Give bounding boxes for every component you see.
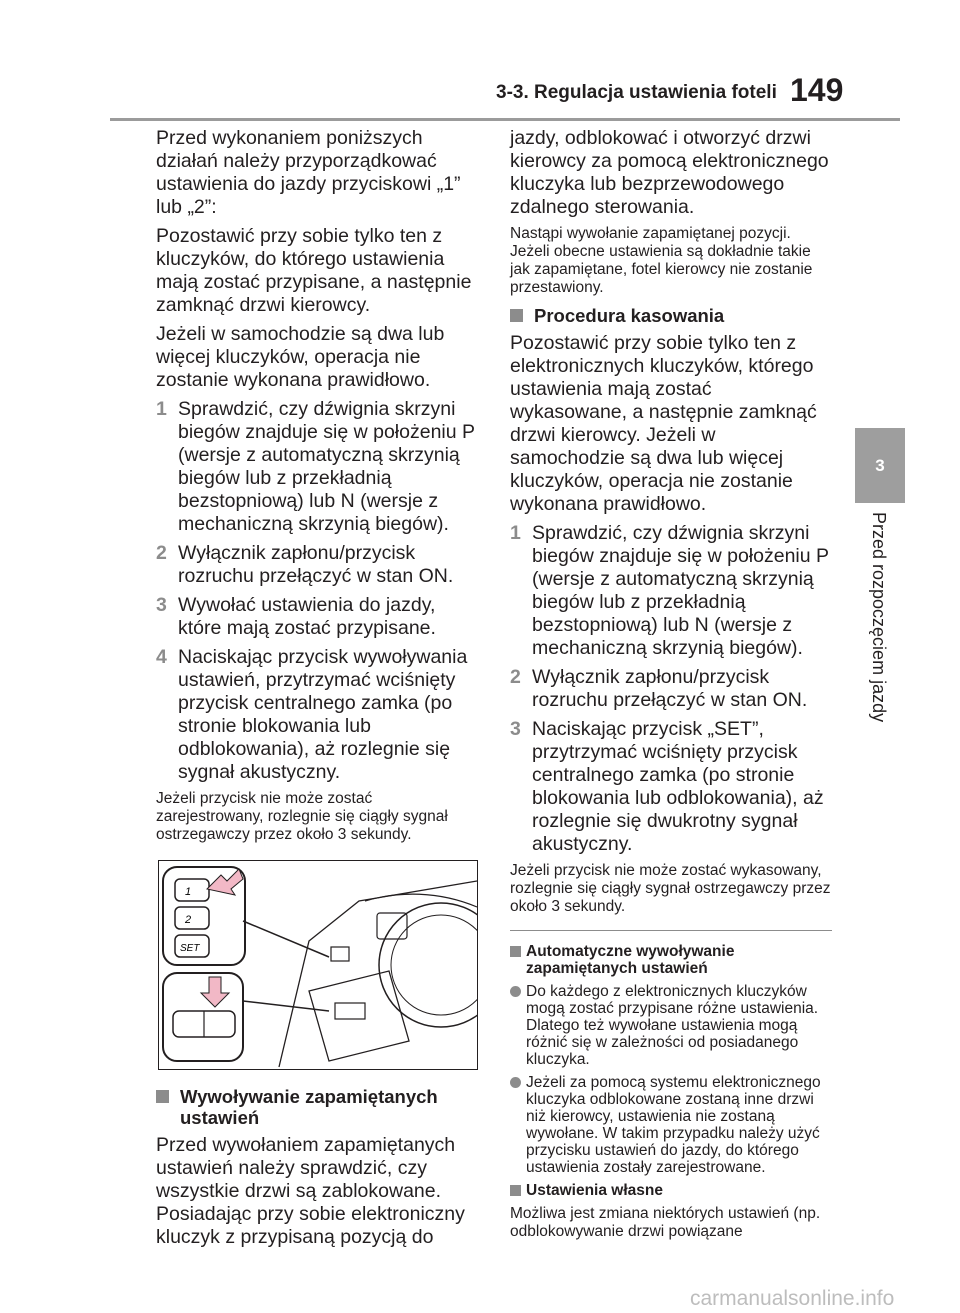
section-heading-text: Wywoływanie zapamiętanych ustawień — [180, 1086, 438, 1128]
chapter-tab: 3 — [855, 428, 905, 503]
illustration-svg — [159, 861, 477, 1069]
divider — [510, 930, 832, 931]
info-heading-text: Automatyczne wywoływanie zapamiętanych ustawień — [526, 943, 735, 977]
step-number: 1 — [510, 522, 521, 544]
paragraph: Pozostawić przy sobie tylko ten z kluczyków, do którego ustawienia mają zostać przypisane, a następnie zamknąć drzwi kierowcy. — [156, 225, 472, 316]
step-item — [510, 666, 832, 712]
header-rule — [110, 118, 900, 121]
paragraph: Przed wywołaniem zapamiętanych ustawień należy sprawdzić, czy wszystkie drzwi są zablokowane. Posiadając przy sobie elektroniczny kluczyk z przypisaną pozycją do — [156, 1134, 465, 1248]
bullet-text: Do każdego z elektronicznych kluczyków mogą zostać przypisane różne ustawienia. Dlatego też wywołane ustawienia mogą różnić się w zależności od posiadanego kluczyka. — [526, 983, 819, 1068]
right-column — [510, 127, 832, 1249]
round-bullet-icon — [510, 1077, 521, 1088]
step-text: Naciskając przycisk wywoływania ustawień, przytrzymać wciśnięty przycisk centralnego zamka (po stronie blokowania lub odblokowania), aż rozlegnie się sygnał akustyczny. — [178, 646, 468, 783]
paragraph: Przed wykonaniem poniższych działań należy przyporządkować ustawienia do jazdy przyciskowi „1” lub „2”: — [156, 127, 461, 218]
step-text: Wyłącznik zapłonu/przycisk rozruchu przełączyć w stan ON. — [178, 542, 454, 587]
note: Jeżeli przycisk nie może zostać zarejestrowany, rozlegnie się ciągły sygnał ostrzegawczy przez około 3 sekundy. — [156, 790, 448, 843]
section-heading — [510, 305, 832, 326]
section-heading — [156, 1086, 481, 1128]
square-bullet-icon — [510, 1185, 521, 1196]
step-text: Wyłącznik zapłonu/przycisk rozruchu przełączyć w stan ON. — [532, 666, 808, 711]
round-bullet-icon — [510, 986, 521, 997]
memory-2-label: 2 — [185, 914, 192, 926]
step-text: Sprawdzić, czy dźwignia skrzyni biegów znajduje się w położeniu P (wersje z automatyczną skrzynią biegów lub z przekładnią bezstopniową) lub N (wersje z mechaniczną skrzynią biegów). — [178, 398, 475, 535]
bullet-text: Jeżeli za pomocą systemu elektronicznego kluczyka odblokowane zostaną inne drzwi niż kierowcy, ustawienia nie zostaną wywołane. W takim przypadku należy użyć przycisku ustawień do jazdy, do którego ustawienia zostały zarejestrowane. — [526, 1074, 821, 1176]
info-bullet — [510, 983, 832, 1068]
step-number: 4 — [156, 646, 167, 668]
step-item — [156, 398, 481, 536]
step-item — [156, 646, 481, 784]
page-number: 149 — [790, 72, 844, 108]
section-title: 3-3. Regulacja ustawienia foteli — [496, 82, 777, 103]
step-item — [156, 594, 481, 640]
step-item — [510, 718, 832, 856]
chapter-label — [868, 512, 890, 732]
note: Możliwa jest zmiana niektórych ustawień (np. odblokowywanie drzwi powiązane — [510, 1205, 821, 1240]
door-panel-illustration — [158, 860, 478, 1070]
section-heading-text: Procedura kasowania — [534, 305, 725, 326]
step-text: Naciskając przycisk „SET”, przytrzymać wciśnięty przycisk centralnego zamka (po stronie blokowania lub odblokowania), aż rozlegnie się dwukrotny sygnał akustyczny. — [532, 718, 824, 855]
step-number: 3 — [510, 718, 521, 740]
square-bullet-icon — [510, 309, 523, 322]
step-number: 3 — [156, 594, 167, 616]
info-bullet — [510, 1074, 832, 1176]
watermark: carmanualsonline.info — [690, 1287, 895, 1310]
note: Nastąpi wywołanie zapamiętanej pozycji. Jeżeli obecne ustawienia są dokładnie takie jak zapamiętane, fotel kierowcy nie zostanie przestawiony. — [510, 225, 813, 296]
paragraph: jazdy, odblokować i otworzyć drzwi kierowcy za pomocą elektronicznego kluczyka lub bezprzewodowego zdalnego sterowania. — [510, 127, 829, 218]
memory-1-label: 1 — [185, 886, 192, 898]
info-heading — [510, 943, 832, 977]
info-heading-text: Ustawienia własne — [526, 1182, 663, 1199]
paragraph: Jeżeli w samochodzie są dwa lub więcej kluczyków, operacja nie zostanie wykonana prawidłowo. — [156, 323, 445, 391]
info-heading — [510, 1182, 832, 1199]
step-number: 2 — [156, 542, 167, 564]
step-text: Wywołać ustawienia do jazdy, które mają zostać przypisane. — [178, 594, 436, 639]
chapter-label-text: Przed rozpoczęciem jazdy — [869, 512, 889, 723]
paragraph: Pozostawić przy sobie tylko ten z elektronicznych kluczyków, którego ustawienia mają zostać wykasowane, a następnie zamknąć drzwi kierowcy. Jeżeli w samochodzie są dwa lub więcej kluczyków, operacja nie zostanie wykonana prawidłowo. — [510, 332, 817, 515]
note: Jeżeli przycisk nie może zostać wykasowany, rozlegnie się ciągły sygnał ostrzegawczy przez około 3 sekundy. — [510, 862, 831, 915]
step-number: 1 — [156, 398, 167, 420]
square-bullet-icon — [510, 946, 521, 957]
square-bullet-icon — [156, 1090, 169, 1103]
left-column — [156, 127, 481, 1255]
steering-wheel-icon — [379, 903, 477, 1027]
step-item — [156, 542, 481, 588]
step-item — [510, 522, 832, 660]
set-label: SET — [180, 943, 200, 954]
step-text: Sprawdzić, czy dźwignia skrzyni biegów znajduje się w położeniu P (wersje z automatyczną skrzynią biegów lub z przekładnią bezstopniową) lub N (wersje z mechaniczną skrzynią biegów). — [532, 522, 829, 659]
step-number: 2 — [510, 666, 521, 688]
